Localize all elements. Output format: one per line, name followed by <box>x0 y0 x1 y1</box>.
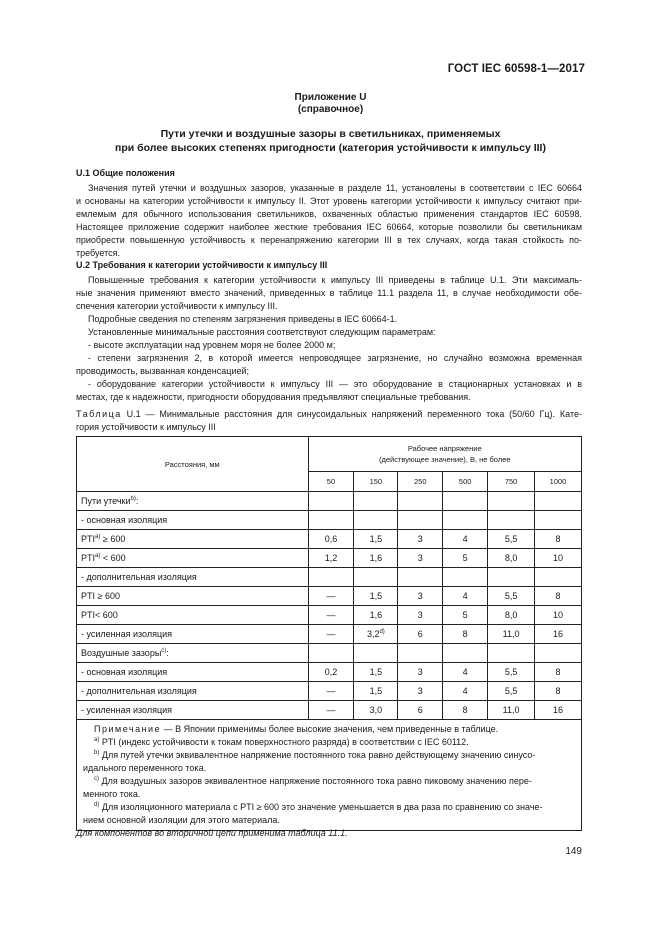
section-2-title: U.2 Требования к категории устойчивости к импульсу III <box>76 260 328 270</box>
table-notes <box>77 720 582 831</box>
annex-type: (справочное) <box>297 104 364 115</box>
table-caption <box>76 408 582 434</box>
header-voltage-50: 50 <box>308 471 354 491</box>
page-number: 149 <box>565 846 582 857</box>
table-cell: — <box>308 701 354 720</box>
table-cell: — <box>308 587 354 606</box>
table-cell: 1,5 <box>354 682 398 701</box>
header-voltage-750: 750 <box>488 471 535 491</box>
table-cell: 11,0 <box>488 625 535 644</box>
table-row <box>77 492 582 511</box>
text-line: Подробные сведения по степеням загрязнения приведены в IEC 60664-1. <box>88 314 398 324</box>
table-row <box>77 663 582 682</box>
table-cell: 8 <box>535 530 582 549</box>
header-voltage-250: 250 <box>398 471 443 491</box>
row-label: - основная изоляция <box>77 511 309 530</box>
table-cell: 1,5 <box>354 530 398 549</box>
table-cell: 5 <box>443 606 488 625</box>
table-row <box>77 549 582 568</box>
row-label: PTI$^{a)}$ < 600 <box>77 549 309 568</box>
header-voltage-500: 500 <box>443 471 488 491</box>
table-cell: — <box>308 606 354 625</box>
table-cell: 1,6 <box>354 606 398 625</box>
header-voltage-line-2: (действующее значение), В, не более <box>378 454 511 464</box>
table-cell: 16 <box>535 701 582 720</box>
text-line: проводимость, вызванная конденсацией; <box>76 366 249 376</box>
table-row <box>77 511 582 530</box>
table-cell: 5,5 <box>488 663 535 682</box>
table-cell: — <box>308 625 354 644</box>
text-line: емлемым для обычного использования светильников, охваченных областью применения стандартов IEC 60598. <box>76 209 582 219</box>
table-cell: 11,0 <box>488 701 535 720</box>
footnote-b: $^{b)}$ Для путей утечки эквивалентное напряжение постоянного тока равно действующему значению синусо- <box>94 750 536 760</box>
footnote-a: $^{a)}$ PTI (индекс устойчивости к токам поверхностного разряда) в соответствии с IEC 60112. <box>94 737 469 747</box>
section-1-title: U.1 Общие положения <box>76 168 175 178</box>
table-row <box>77 587 582 606</box>
row-label: Воздушные зазоры$^{c)}$: <box>77 644 309 663</box>
table-cell: 8 <box>535 587 582 606</box>
table-cell: 8 <box>443 625 488 644</box>
table-row <box>77 625 582 644</box>
table-cell: 0,6 <box>308 530 354 549</box>
table-cell: 8,0 <box>488 549 535 568</box>
text-line: - степени загрязнения 2, в которой имеется непроводящее загрязнение, но случайно возможна временная <box>88 353 582 363</box>
table-cell: 4 <box>443 530 488 549</box>
table-cell: 10 <box>535 606 582 625</box>
table-caption-label: Таблица <box>76 409 122 419</box>
table-row <box>77 606 582 625</box>
table-cell: 4 <box>443 682 488 701</box>
table-row <box>77 530 582 549</box>
table-cell: 16 <box>535 625 582 644</box>
table-caption-text-2: гория устойчивости к импульсу III <box>76 422 216 432</box>
footnote-c: $^{c)}$ Для воздушных зазоров эквивалентное напряжение постоянного тока равно пиковому значению пере- <box>94 776 532 786</box>
annex-heading-line-2: при более высоких степенях пригодности (категория устойчивости к импульсу III) <box>115 142 546 154</box>
table-cell: 1,2 <box>308 549 354 568</box>
table-row <box>77 682 582 701</box>
text-line: и основаны на категории устойчивости к импульсу II. Этот уровень категории устойчивости к импульсу считают при- <box>76 196 582 206</box>
table-caption-text: U.1 — Минимальные расстояния для синусоидальных напряжений переменного тока (50/60 Гц). Кате- <box>126 409 582 419</box>
table-cell: 1,5 <box>354 663 398 682</box>
text-line: спечения категории устойчивости к импульсу III. <box>76 301 278 311</box>
row-label: - дополнительная изоляция <box>77 682 309 701</box>
row-label: - усиленная изоляция <box>77 701 309 720</box>
annex-title: Приложение U <box>294 92 367 103</box>
table-cell: 10 <box>535 549 582 568</box>
table-cell: — <box>308 682 354 701</box>
table-cell: 3 <box>398 587 443 606</box>
footnote-b-cont: идального переменного тока. <box>83 763 207 773</box>
footnote-c-cont: менного тока. <box>83 789 141 799</box>
text-line: приобрести повышенную устойчивость к перенапряжению категории III в тех случаях, когда такая стойкость по- <box>76 235 582 245</box>
text-line: ные значения применяют вместо значений, приведенных в таблице 11.1 раздела 11, в случае необходимости обе- <box>76 288 582 298</box>
table-row <box>77 568 582 587</box>
table-cell: 3 <box>398 549 443 568</box>
section-1-paragraph <box>76 182 582 260</box>
footnote-d: $^{d)}$ Для изоляционного материала с PTI ≥ 600 это значение уменьшается в два раза по сравнению со значе- <box>94 802 543 812</box>
text-line: местах, где к надежности, пригодности оборудования предъявляют специальные требования. <box>76 392 471 402</box>
row-label: - основная изоляция <box>77 663 309 682</box>
table-cell: 8 <box>535 682 582 701</box>
text-line: Значения путей утечки и воздушных зазоров, указанные в разделе 11, установлены в соответствии с IEC 60664 <box>88 183 582 193</box>
table-cell: 3 <box>398 530 443 549</box>
table-cell: 5,5 <box>488 682 535 701</box>
table-cell: 1,5 <box>354 587 398 606</box>
row-label: - усиленная изоляция <box>77 625 309 644</box>
table-cell: 0,2 <box>308 663 354 682</box>
header-voltage-line-1: Рабочее напряжение <box>407 443 482 453</box>
text-line: требуется. <box>76 248 120 258</box>
table-cell: 4 <box>443 663 488 682</box>
standard-number: ГОСТ IEC 60598-1—2017 <box>447 63 585 75</box>
table-cell: 5,5 <box>488 530 535 549</box>
row-label: PTI< 600 <box>77 606 309 625</box>
annex-heading-line-1: Пути утечки и воздушные зазоры в светильниках, применяемых <box>160 128 501 140</box>
text-line: Повышенные требования к категории устойчивости к импульсу III приведены в таблице U.1. Эти максималь- <box>88 275 582 285</box>
row-label: PTI ≥ 600 <box>77 587 309 606</box>
table-cell: 6 <box>398 625 443 644</box>
text-line: Установленные минимальные расстояния соответствуют следующим параметрам: <box>88 327 436 337</box>
header-working-voltage <box>308 437 581 472</box>
table-note: Примечание — В Японии применимы более высокие значения, чем приведенные в таблице. <box>94 724 499 734</box>
row-label: Пути утечки$^{b)}$: <box>77 492 309 511</box>
text-line: Настоящее приложение содержит наиболее жесткие требования IEC 60664, которые позволили бы светильникам <box>76 222 582 232</box>
table-cell: 3 <box>398 663 443 682</box>
clearance-table <box>76 436 582 831</box>
header-voltage-1000: 1000 <box>535 471 582 491</box>
section-2-paragraph <box>76 274 582 404</box>
table-row <box>77 644 582 663</box>
table-cell: 1,6 <box>354 549 398 568</box>
text-line: - высоте эксплуатации над уровнем моря не более 2000 м; <box>88 340 336 350</box>
table-cell: 4 <box>443 587 488 606</box>
table-row <box>77 701 582 720</box>
text-line: - оборудование категории устойчивости к импульсу III — это оборудование в стационарных установках и в <box>88 379 582 389</box>
table-cell: 3,0 <box>354 701 398 720</box>
secondary-circuit-note: Для компонентов во вторичной цепи применима таблица 11.1. <box>76 828 348 838</box>
table-cell: 5,5 <box>488 587 535 606</box>
table-cell: 5 <box>443 549 488 568</box>
header-voltage-150: 150 <box>354 471 398 491</box>
table-cell: 8 <box>443 701 488 720</box>
table-cell: 8,0 <box>488 606 535 625</box>
table-cell: 3 <box>398 606 443 625</box>
header-distances: Расстояния, мм <box>77 437 309 492</box>
table-cell: 3 <box>398 682 443 701</box>
table-cell: 6 <box>398 701 443 720</box>
row-label: - дополнительная изоляция <box>77 568 309 587</box>
row-label: PTI$^{a)}$ ≥ 600 <box>77 530 309 549</box>
table-cell: 3,2$^{d)}$ <box>354 625 398 644</box>
table-cell: 8 <box>535 663 582 682</box>
footnote-d-cont: нием основной изоляции для этого материала. <box>83 815 280 825</box>
